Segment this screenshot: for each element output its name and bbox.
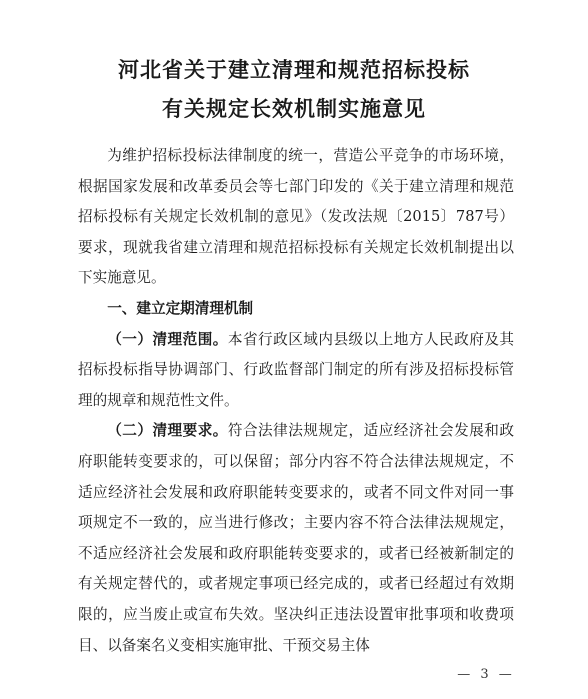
document-title-line-2: 有关规定长效机制实施意见: [162, 97, 426, 121]
item-2-paragraph: [78, 416, 514, 661]
document-title-line-1: 河北省关于建立清理和规范招标投标: [118, 58, 470, 82]
item-1-lead: （一）清理范围。: [107, 330, 228, 348]
page-number: — 3 —: [457, 667, 515, 682]
item-1-text: 本省行政区域内县级以上地方人民政府及其招标投标指导协调部门、行政监督部门制定的所有涉及招标投标管理的规章和规范性文件。: [78, 330, 514, 409]
item-1-paragraph: [78, 325, 514, 417]
item-2-text: 符合法律法规规定，适应经济社会发展和政府职能转变要求的，可以保留；部分内容不符合法律法规规定，不适应经济社会发展和政府职能转变要求的，或者不同文件对同一事项规定不一致的，应当进行修改；主要内容不符合法律法规规定，不适应经济社会发展和政府职能转变要求的，或者已经被新制定的有关规定替代的，或者规定事项已经完成的，或者已经超过有效期限的，应当废止或宣布失效。坚决纠正违法设置审批事项和收费项目、以备案名义变相实施审批、干预交易主体: [78, 422, 514, 654]
section-heading-1: 一、建立定期清理机制: [107, 299, 254, 317]
item-2-lead: （二）清理要求。: [107, 422, 228, 440]
intro-paragraph: 为维护招标投标法律制度的统一，营造公平竞争的市场环境，根据国家发展和改革委员会等七部门印发的《关于建立清理和规范招标投标有关规定长效机制的意见》（发改法规〔2015〕787号）要求，现就我省建立清理和规范招标投标有关规定长效机制提出以下实施意见。: [78, 147, 514, 287]
document-body: [78, 141, 514, 661]
